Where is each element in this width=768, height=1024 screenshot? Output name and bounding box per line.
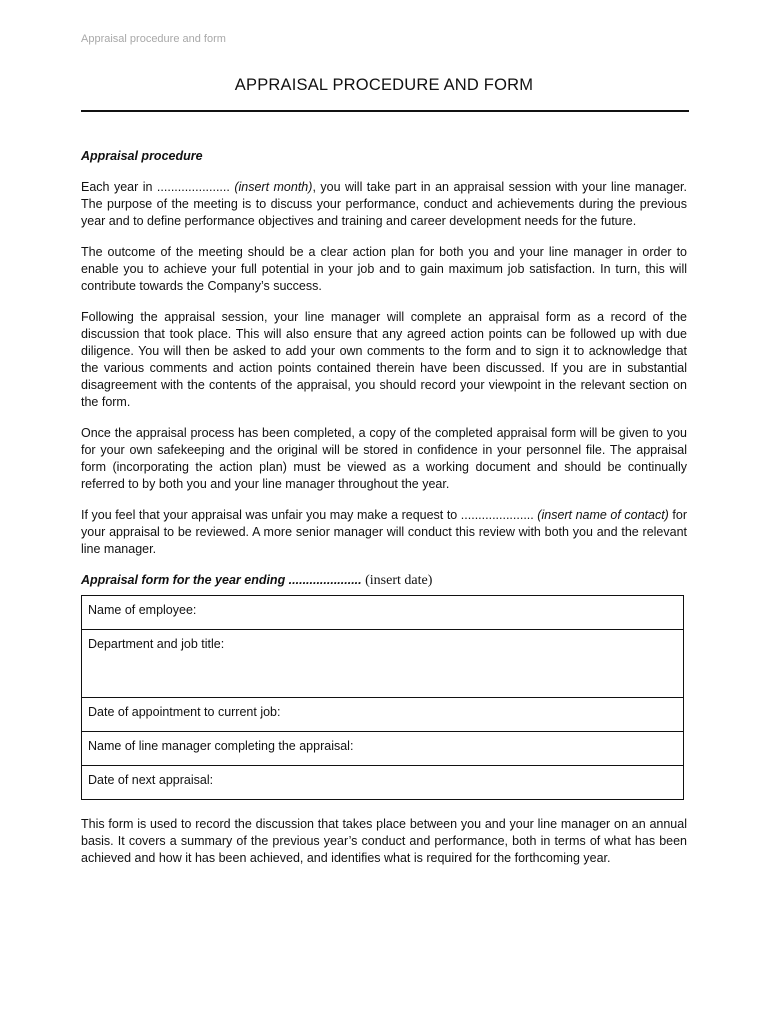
insert-date-note: (insert date) xyxy=(361,573,433,588)
paragraph-2: The outcome of the meeting should be a clear action plan for both you and your line manager in order to enable you to achieve your full potential in your job and to gain maximum job satisfaction. In turn, this will contribute towards the Company’s success. xyxy=(81,245,687,293)
form-row-employee xyxy=(82,596,684,630)
paragraph-5 xyxy=(81,507,687,558)
form-heading-text: Appraisal form for the year ending ..................... xyxy=(81,573,362,587)
form-heading xyxy=(81,572,687,589)
field-line-manager[interactable]: Name of line manager completing the appraisal: xyxy=(82,732,684,766)
title-divider xyxy=(81,110,689,112)
running-header: Appraisal procedure and form xyxy=(81,33,226,45)
paragraph-4: Once the appraisal process has been completed, a copy of the completed appraisal form will be given to you for your own safekeeping and the original will be stored in confidence in your personnel file. The appraisal form (incorporating the action plan) must be viewed as a working document and should be continually referred to by both you and your line manager throughout the year. xyxy=(81,426,687,491)
form-footer-paragraph: This form is used to record the discussion that takes place between you and your line manager on an annual basis. It covers a summary of the previous year’s conduct and performance, both in terms of what has been achieved and how it has been achieved, and identifies what is required for the forthcoming year. xyxy=(81,817,687,865)
field-date-of-appointment[interactable]: Date of appointment to current job: xyxy=(82,698,684,732)
insert-month-note: (insert month) xyxy=(234,180,313,194)
paragraph-5-part-c: for your appraisal to be reviewed. A more senior manager will conduct this review with both you and the relevant line manager. xyxy=(81,508,688,556)
field-name-of-employee[interactable]: Name of employee: xyxy=(82,596,684,630)
paragraph-3: Following the appraisal session, your line manager will complete an appraisal form as a record of the discussion that took place. This will also ensure that any agreed action points can be followed up with due diligence. You will then be asked to add your own comments to the form and to sign it to acknowledge that the various comments and action points contained therein have been discussed. If you are in substantial disagreement with the contents of the appraisal, you should record your viewpoint in the relevant section on the form. xyxy=(81,310,687,409)
field-date-of-next-appraisal[interactable]: Date of next appraisal: xyxy=(82,766,684,800)
paragraph-1 xyxy=(81,179,687,230)
document-body xyxy=(81,148,687,881)
section-heading-procedure: Appraisal procedure xyxy=(81,149,203,163)
paragraph-1-part-a: Each year in ..................... xyxy=(81,180,235,194)
form-row-appointment xyxy=(82,698,684,732)
paragraph-5-part-a: If you feel that your appraisal was unfair you may make a request to ..................... xyxy=(81,508,538,522)
insert-contact-note: (insert name of contact) xyxy=(537,508,669,522)
appraisal-form-table xyxy=(81,595,684,800)
form-row-line-manager xyxy=(82,732,684,766)
field-department-job-title[interactable]: Department and job title: xyxy=(82,630,684,698)
document-title: APPRAISAL PROCEDURE AND FORM xyxy=(234,76,534,94)
form-row-department xyxy=(82,630,684,698)
paragraph-1-part-c: , you will take part in an appraisal session with your line manager. The purpose of the meeting is to discuss your performance, conduct and achievements during the previous year and to define performance objectives and training and career development needs for the future. xyxy=(81,180,688,228)
form-row-next-appraisal xyxy=(82,766,684,800)
